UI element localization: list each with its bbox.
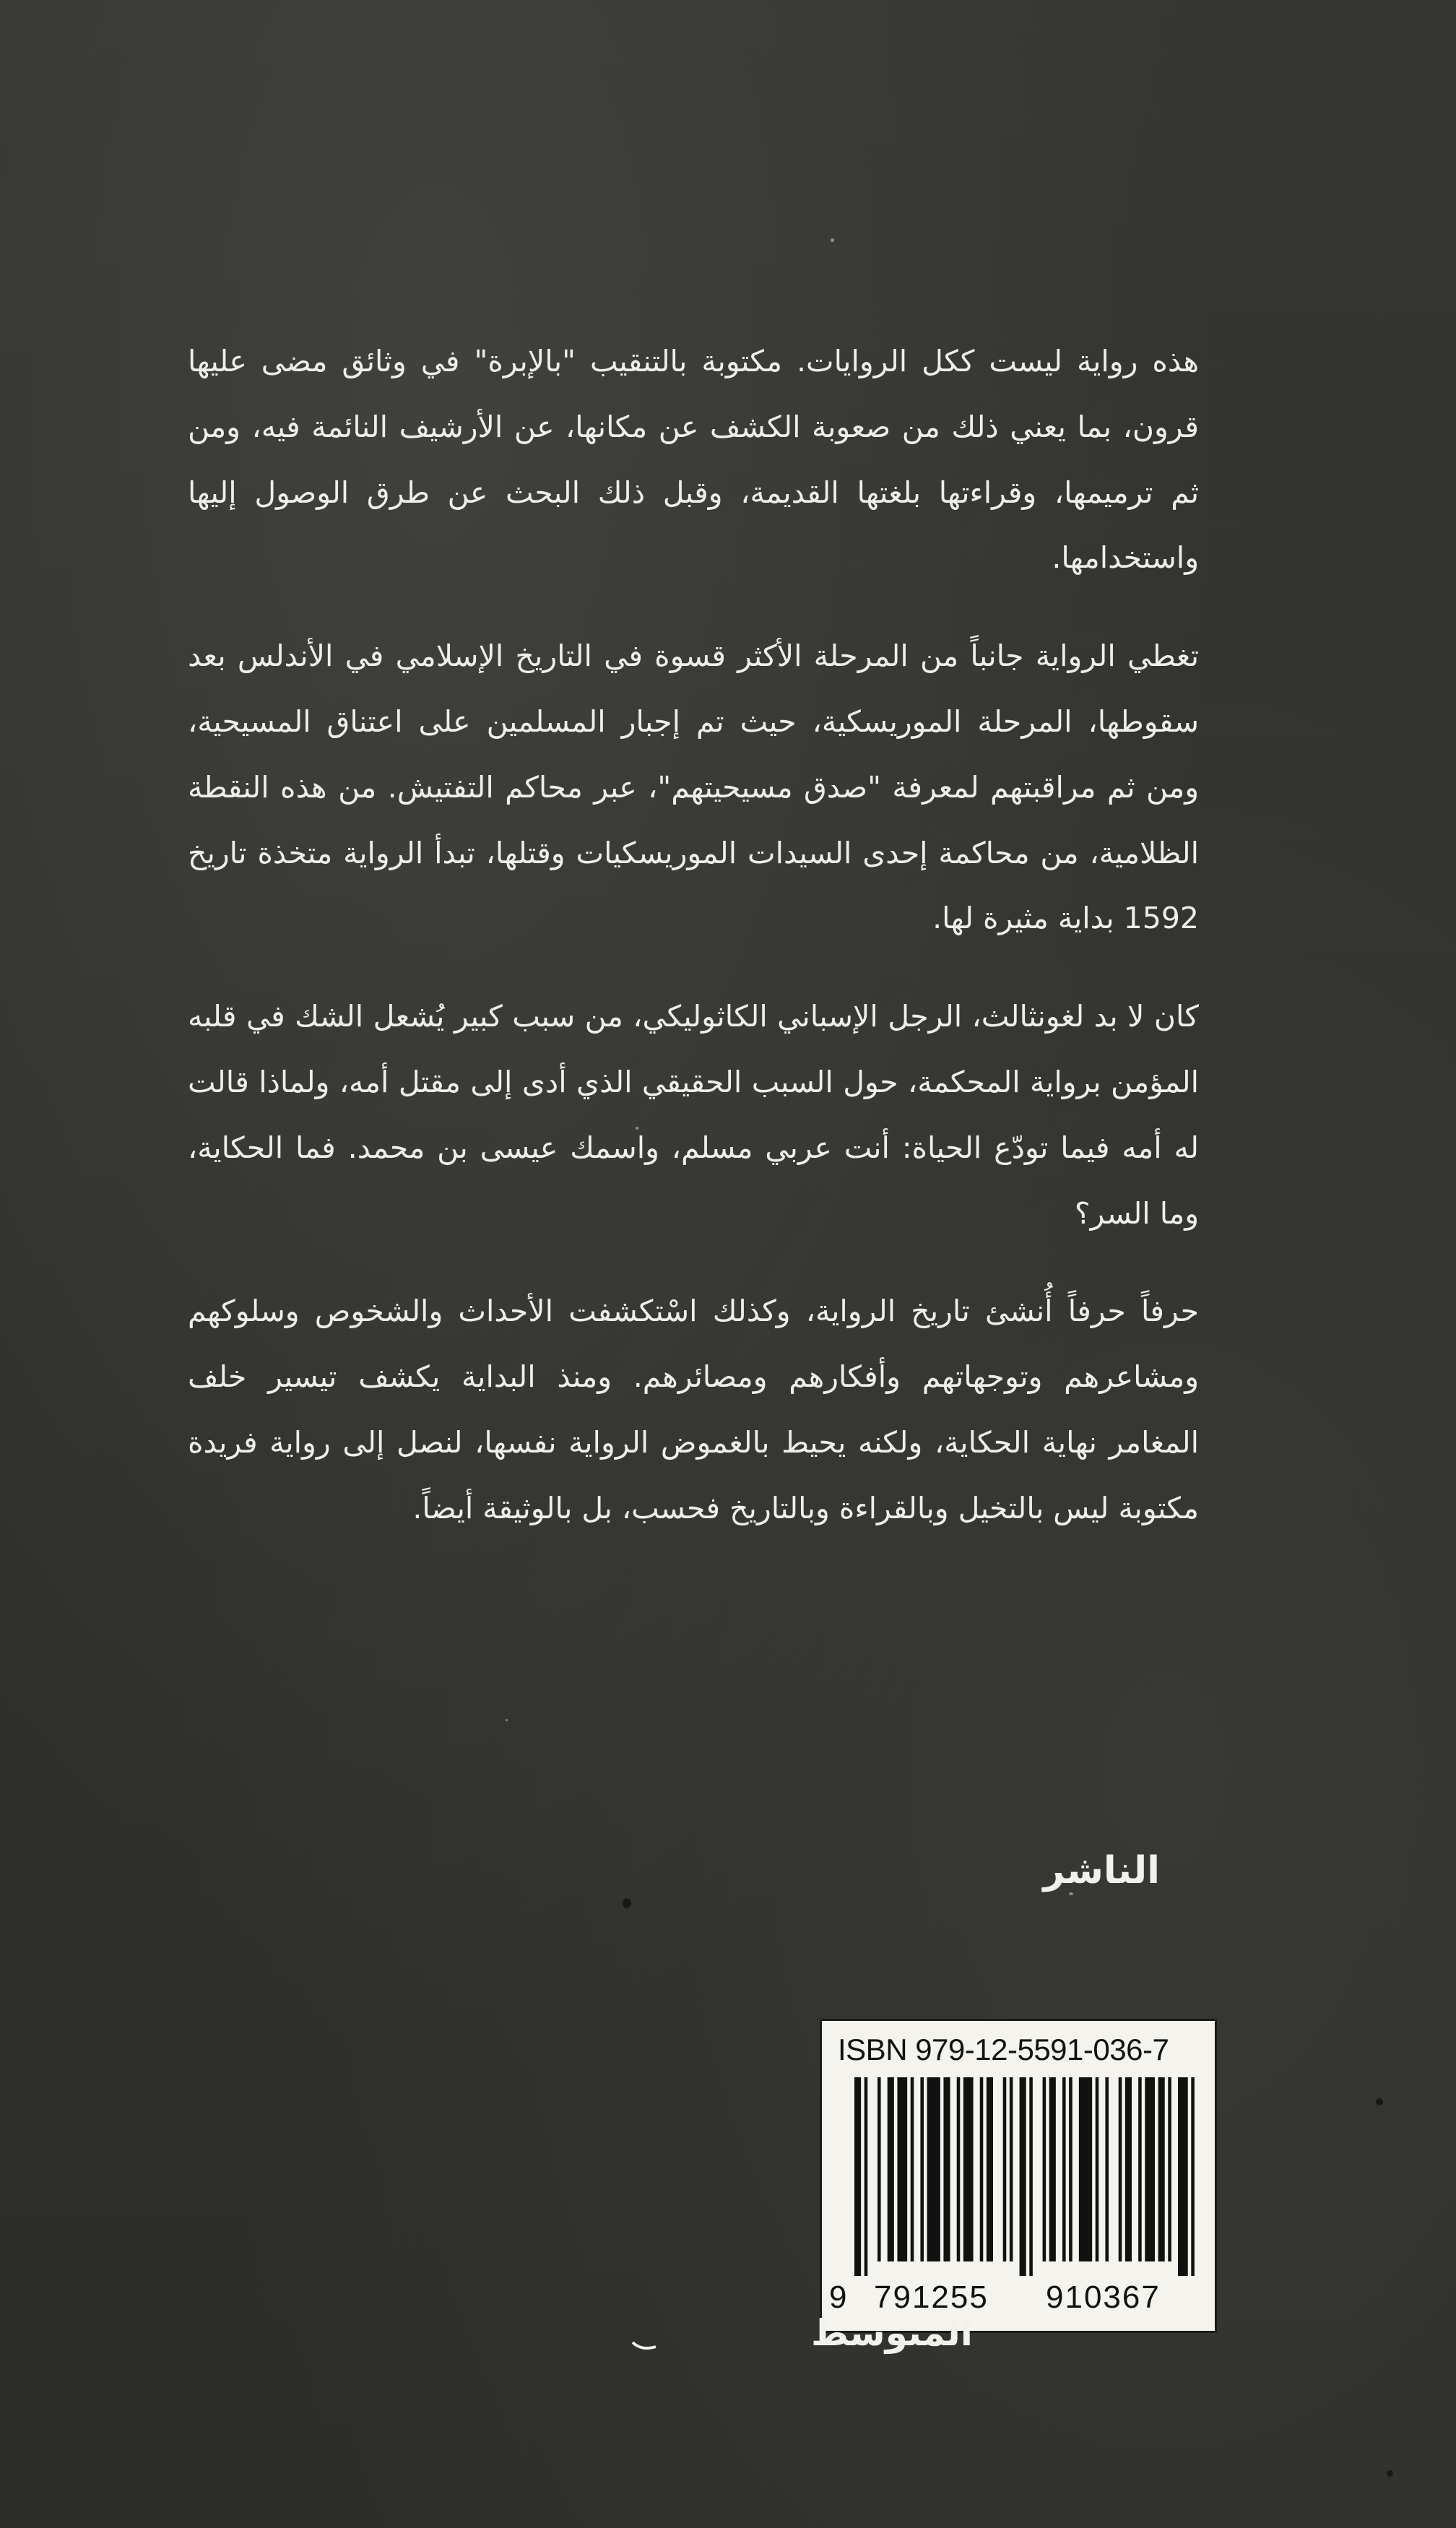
barcode-bar (1191, 2077, 1195, 2276)
dust-speck (1376, 2098, 1383, 2105)
blurb (188, 329, 1199, 1574)
barcode-bar (957, 2077, 961, 2261)
svg-text:المتوسط: المتوسط (811, 2312, 973, 2354)
barcode-bar (1105, 2077, 1109, 2261)
barcode-bar (1125, 2077, 1132, 2261)
barcode-bar (854, 2077, 861, 2276)
barcode-digits-left: 791255 (874, 2280, 989, 2315)
barcode-bar (1049, 2077, 1056, 2261)
barcode-bar (1029, 2077, 1033, 2276)
barcode-bar (1069, 2077, 1072, 2261)
barcode-bar (980, 2077, 984, 2261)
barcode-bar (1010, 2077, 1013, 2261)
barcode-bar (1145, 2077, 1155, 2261)
barcode-bar (1020, 2077, 1026, 2276)
publisher-logo (627, 2300, 973, 2369)
barcode-bar (1178, 2077, 1188, 2276)
barcode-bar (987, 2077, 993, 2261)
dust-speck (831, 238, 834, 242)
dust-speck (1069, 1892, 1073, 1895)
barcode-bar (1096, 2077, 1099, 2261)
dust-speck (1387, 2470, 1393, 2477)
isbn-label: ISBN 979-12-5591-036-7 (838, 2033, 1169, 2066)
barcode-bar (920, 2077, 924, 2261)
blurb-paragraph: حرفاً حرفاً أُنشئ تاريخ الرواية، وكذلك اسْتكشفت الأحداث والشخوص وسلوكهم ومشاعرهم وتوجهاتهم وأفكارهم ومصائرهم. ومنذ البداية يكشف تيسير خلف المغامر نهاية الحكاية، ولكنه يحيط بالغموض الرواية نفسها، لنصل إلى رواية فريدة مكتوبة ليس بالتخيل وبالقراءة وبالتاريخ فحسب، بل بالوثيقة أيضاً. (188, 1294, 1199, 1525)
barcode-bar (1003, 2077, 1007, 2261)
barcode-bar (927, 2077, 940, 2261)
blurb-paragraph: تغطي الرواية جانباً من المرحلة الأكثر قسوة في التاريخ الإسلامي في الأندلس بعد سقوطها، المرحلة الموريسكية، حيث تم إجبار المسلمين على اعتناق المسيحية، ومن ثم مراقبتهم لمعرفة "صدق مسيحيتهم"، عبر محاكم التفتيش. من هذه النقطة الظلامية، من محاكمة إحدى السيدات الموريسكيات وقتلها، تبدأ الرواية متخذة تاريخ 1592 بداية مثيرة لها. (188, 639, 1199, 936)
barcode-bar (1158, 2077, 1165, 2261)
barcode-bar (878, 2077, 881, 2261)
barcode-bar (1079, 2077, 1092, 2261)
barcode-bar (897, 2077, 907, 2261)
barcode-bar (1119, 2077, 1122, 2261)
dust-speck (623, 1898, 631, 1908)
barcode-bar (888, 2077, 894, 2261)
isbn-barcode (820, 2019, 1217, 2333)
blurb-paragraph: هذه رواية ليست ككل الروايات. مكتوبة بالتنقيب "بالإبرة" في وثائق مضى عليها قرون، بما يعني ذلك من صعوبة الكشف عن مكانها، عن الأرشيف النائمة فيه، ومن ثم ترميمها، وقراءتها بلغتها القديمة، وقبل ذلك البحث عن طرق الوصول إليها واستخدامها. (188, 344, 1199, 576)
publisher-signature: الناشر (1043, 1849, 1160, 1892)
barcode-bar (1062, 2077, 1066, 2261)
barcode-digit-first: 9 (829, 2280, 847, 2315)
barcode-bar (1043, 2077, 1046, 2261)
barcode-bar (1168, 2077, 1171, 2261)
blurb-paragraph: كان لا بد لغونثالث، الرجل الإسباني الكاثوليكي، من سبب كبير يُشعل الشك في قلبه المؤمن برواية المحكمة، حول السبب الحقيقي الذي أدى إلى مقتل أمه، ولماذا قالت له أمه فيما تودّع الحياة: أنت عربي مسلم، واسمك عيسى بن محمد. فما الحكاية، وما السر؟ (188, 999, 1199, 1231)
barcode-bar (943, 2077, 950, 2261)
barcode-bar (911, 2077, 914, 2261)
barcode-bar (963, 2077, 974, 2261)
barcode-bar (864, 2077, 868, 2276)
barcode-digits-right: 910367 (1046, 2280, 1161, 2315)
dust-speck (506, 1719, 508, 1721)
barcode-bar (1138, 2077, 1142, 2261)
barcode-bars (854, 2077, 1201, 2276)
